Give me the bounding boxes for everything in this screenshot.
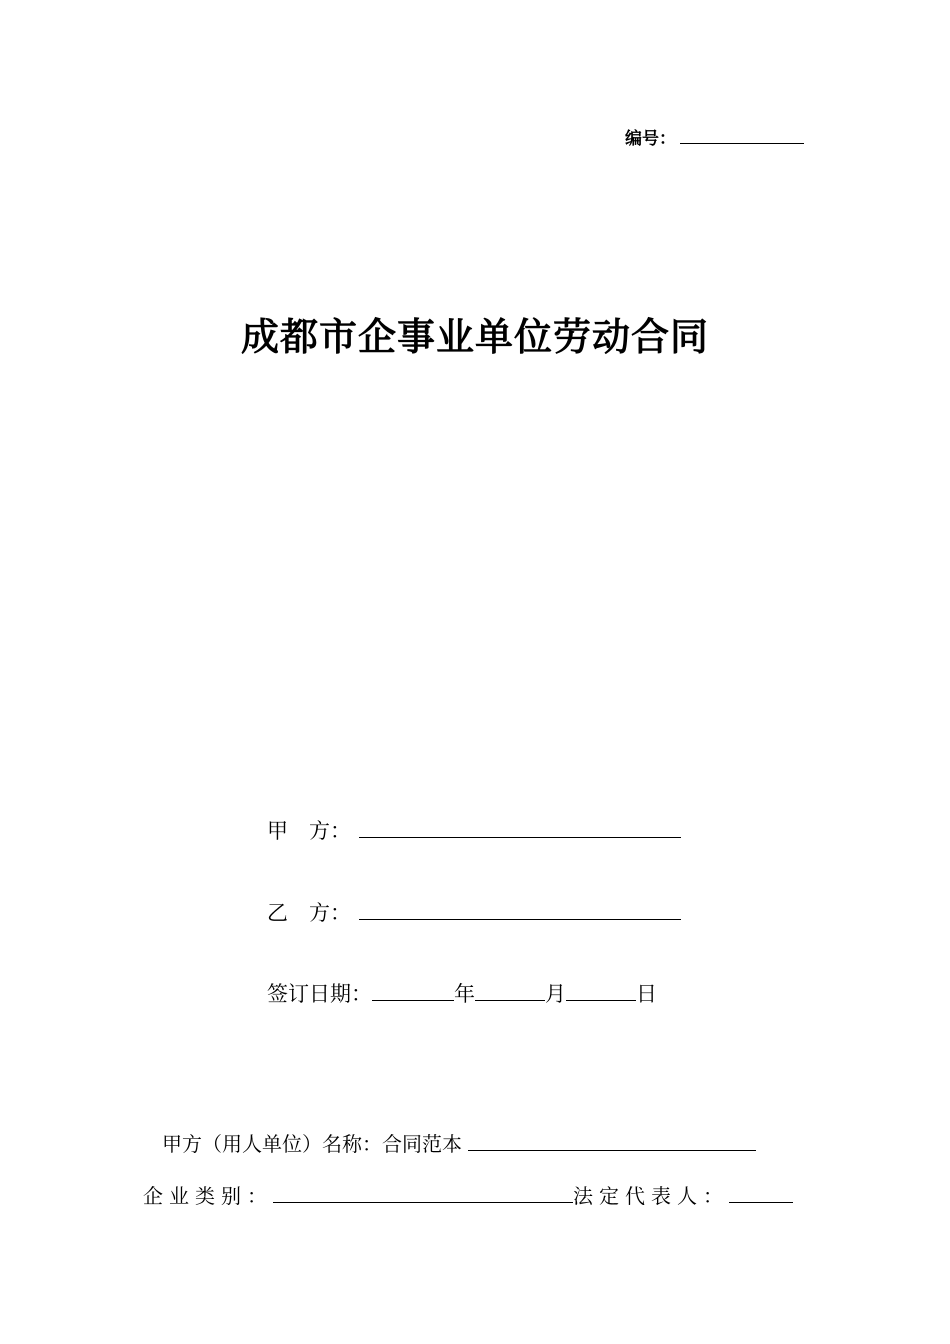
- party-b-label: 乙 方：: [267, 901, 351, 925]
- employer-name-field: [162, 1128, 756, 1157]
- document-title: 成都市企事业单位劳动合同: [240, 314, 709, 359]
- legal-rep-blank[interactable]: [729, 1180, 793, 1203]
- year-label: 年: [454, 982, 475, 1006]
- serial-number-label: 编号：: [625, 129, 676, 149]
- sign-day-blank[interactable]: [566, 978, 636, 1001]
- sign-date-label: 签订日期：: [267, 982, 372, 1006]
- party-a-field: [267, 815, 681, 845]
- serial-number-field: [625, 124, 804, 149]
- party-b-field: [267, 897, 681, 927]
- day-label: 日: [636, 982, 657, 1006]
- party-b-blank[interactable]: [359, 897, 681, 920]
- employer-name-blank[interactable]: [468, 1128, 756, 1151]
- category-blank[interactable]: [273, 1180, 573, 1203]
- employer-name-value: 合同范本: [382, 1132, 462, 1156]
- serial-number-blank[interactable]: [680, 125, 804, 144]
- sign-date-field: [267, 978, 657, 1008]
- employer-name-label: 甲方（用人单位）名称：: [162, 1132, 382, 1156]
- party-a-blank[interactable]: [359, 815, 681, 838]
- sign-year-blank[interactable]: [372, 978, 454, 1001]
- legal-rep-label: 法定代表人：: [573, 1184, 729, 1208]
- month-label: 月: [545, 982, 566, 1006]
- category-field: [143, 1180, 793, 1209]
- sign-month-blank[interactable]: [475, 978, 545, 1001]
- category-label: 企业类别：: [143, 1184, 273, 1208]
- party-a-label: 甲 方：: [267, 819, 351, 843]
